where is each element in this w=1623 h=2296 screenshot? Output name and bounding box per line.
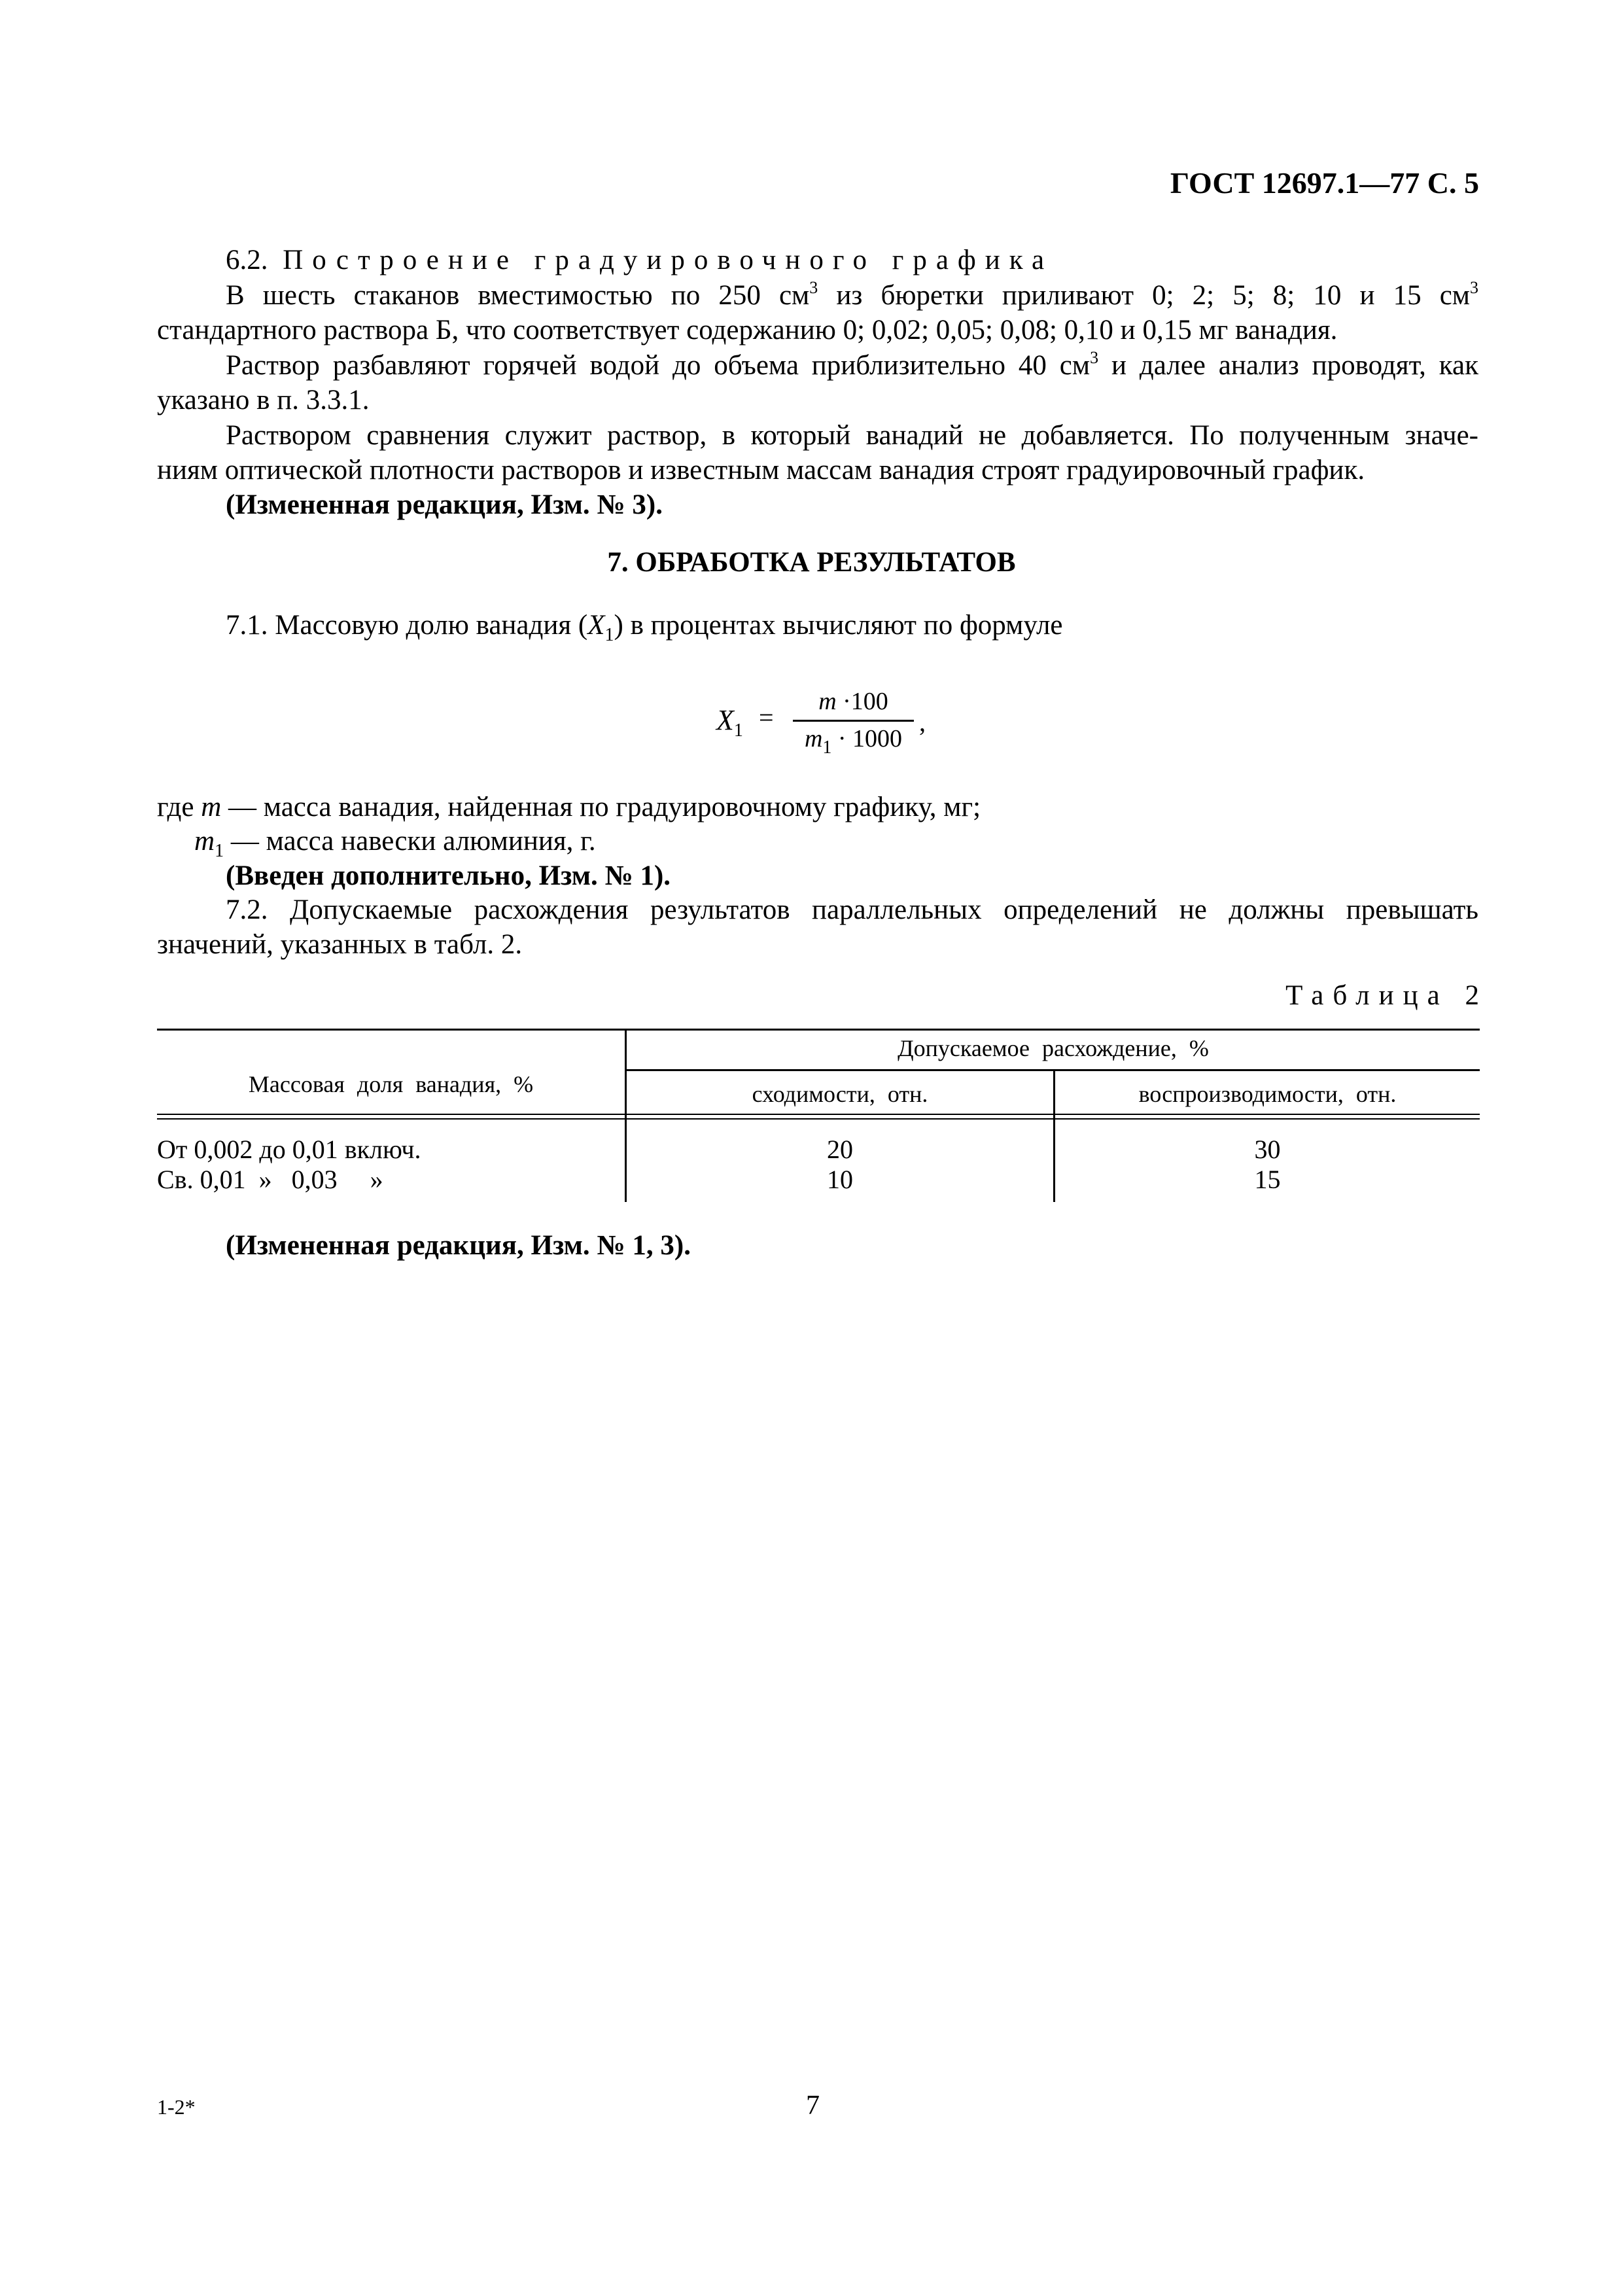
- section-6-2-heading: [226, 243, 1053, 277]
- table-row-1-reproducibility: 30: [1254, 1135, 1281, 1164]
- table-group-header: Допускаемое расхождение, %: [898, 1035, 1209, 1061]
- table-row-1-convergence: 20: [827, 1135, 853, 1164]
- section-number: 6.2.: [226, 245, 268, 275]
- paragraph-3-line-2: ниям оптической плотности растворов и известным массам ванадия строят градуировочный график.: [157, 455, 1365, 486]
- paragraph-3-line-1: Раствором сравнения служит раствор, в который ванадий не добавляется. По полученным значе-: [226, 420, 1478, 451]
- paragraph-1-line-1: В шесть стаканов вместимостью по 250 $см^3$ из бюретки приливают 0; 2; 5; 8; 10 и 15 $см^3$: [226, 278, 1478, 311]
- document-header: ГОСТ 12697.1—77 С. 5: [1170, 166, 1479, 200]
- paragraph-2-line-1: Раствор разбавляют горячей водой до объема приблизительно 40 $см^3$ и далее анализ проводят, как: [226, 348, 1478, 381]
- formula-equals: =: [759, 703, 774, 732]
- table-row-2-reproducibility: 15: [1254, 1165, 1281, 1194]
- amendment-note-1: (Введен дополнительно, Изм. № 1).: [226, 860, 671, 891]
- paragraph-7-1: 7.1. Массовую долю ванадия $(X_1)$ в процентах вычисляют по формуле: [226, 610, 1063, 645]
- table-row-1-label: От 0,002 до 0,01 включ.: [157, 1135, 421, 1164]
- where-m1-line: $m_1$ — масса навески алюминия, г.: [194, 826, 596, 861]
- table-row-2-label: Св. 0,01 » 0,03 »: [157, 1165, 383, 1194]
- table-top-rule: [157, 1029, 1480, 1031]
- formula-denominator: $m_1 \cdot 1000$: [804, 725, 903, 758]
- formula-numerator: m ·100: [793, 687, 914, 722]
- paragraph-1-line-2: стандартного раствора Б, что соответствует содержанию 0; 0,02; 0,05; 0,08; 0,10 и 0,15 мг ванадия.: [157, 315, 1338, 345]
- section-7-title: 7. ОБРАБОТКА РЕЗУЛЬТАТОВ: [607, 547, 1016, 578]
- paragraph-7-2-line-2: значений, указанных в табл. 2.: [157, 929, 523, 960]
- section-heading-spaced: Построение градуировочного графика: [283, 245, 1054, 275]
- formula-comma: ,: [919, 707, 926, 737]
- amendment-note-3: (Измененная редакция, Изм. № 3).: [226, 489, 663, 520]
- table-col2-header: сходимости, отн.: [752, 1081, 928, 1107]
- formula-fraction: [793, 687, 914, 758]
- table-caption: Таблица 2: [1285, 980, 1488, 1011]
- paragraph-7-2-line-1: 7.2. Допускаемые расхождения результатов параллельных определений не должны превышать: [226, 894, 1478, 925]
- table-row-2-convergence: 10: [827, 1165, 853, 1194]
- paragraph-2-line-2: указано в п. 3.3.1.: [157, 385, 370, 415]
- header-rule-b: [157, 1118, 1480, 1120]
- formula-lhs: $X_1$: [716, 704, 743, 741]
- page-number: 7: [806, 2091, 820, 2121]
- amendment-note-1-3: (Измененная редакция, Изм. № 1, 3).: [226, 1230, 691, 1261]
- table-col1-header: Массовая доля ванадия, %: [248, 1071, 534, 1097]
- where-m-line: где m — масса ванадия, найденная по градуировочному графику, мг;: [157, 792, 981, 822]
- table-col3-header: воспроизводимости, отн.: [1138, 1081, 1397, 1107]
- header-rule-a: [157, 1114, 1480, 1115]
- group-header-rule: [625, 1069, 1480, 1071]
- footer-sheet-mark: 1-2*: [157, 2095, 196, 2119]
